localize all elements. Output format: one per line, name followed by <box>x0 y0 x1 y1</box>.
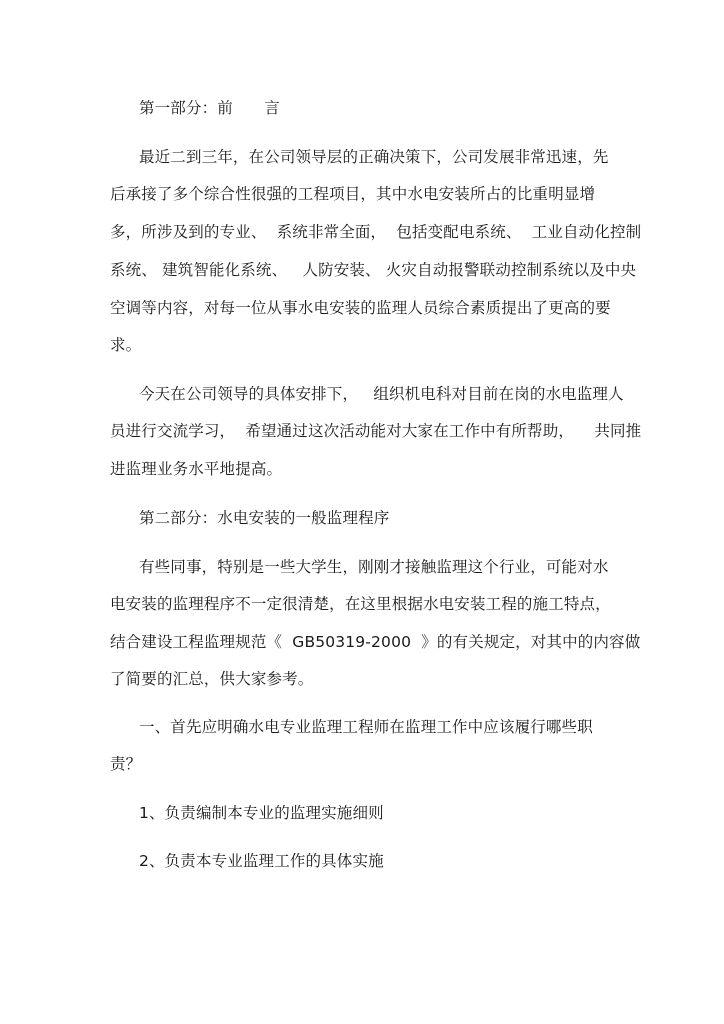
paragraph-line: 后承接了多个综合性很强的工程项目，其中水电安装所占的比重明显增 <box>110 185 596 203</box>
paragraph-line: 多，所涉及到的专业、 系统非常全面， 包括变配电系统、 工业自动化控制 <box>110 223 642 241</box>
paragraph-line: 今天在公司领导的具体安排下， 组织机电科对目前在岗的水电监理人 <box>139 385 624 403</box>
section-heading-preface: 第一部分：前 言 <box>139 99 280 117</box>
paragraph-line: 系统、 建筑智能化系统、 人防安装、 火灾自动报警联动控制系统以及中央 <box>110 261 637 279</box>
paragraph-line: 空调等内容，对每一位从事水电安装的监理人员综合素质提出了更高的要 <box>110 299 611 317</box>
paragraph-line: 了简要的汇总，供大家参考。 <box>110 670 314 688</box>
paragraph-line: 电安装的监理程序不一定很清楚，在这里根据水电安装工程的施工特点， <box>110 595 611 613</box>
paragraph-line: 进监理业务水平地提高。 <box>110 460 283 478</box>
paragraph-line: 最近二到三年，在公司领导层的正确决策下，公司发展非常迅速，先 <box>139 148 609 166</box>
numbered-heading: 一、首先应明确水电专业监理工程师在监理工作中应该履行哪些职 <box>139 718 593 736</box>
paragraph-line: 结合建设工程监理规范《 GB50319-2000 》的有关规定，对其中的内容做 <box>110 633 641 651</box>
paragraph-line: 求。 <box>110 336 142 354</box>
paragraph-line: 有些同事，特别是一些大学生，刚刚才接触监理这个行业，可能对水 <box>139 558 609 576</box>
paragraph-line: 责？ <box>110 755 142 773</box>
section-heading-procedure: 第二部分：水电安装的一般监理程序 <box>139 509 390 527</box>
list-item: 2、负责本专业监理工作的具体实施 <box>139 852 384 870</box>
list-item: 1、负责编制本专业的监理实施细则 <box>139 804 384 822</box>
paragraph-line: 员进行交流学习， 希望通过这次活动能对大家在工作中有所帮助， 共同推 <box>110 422 642 440</box>
